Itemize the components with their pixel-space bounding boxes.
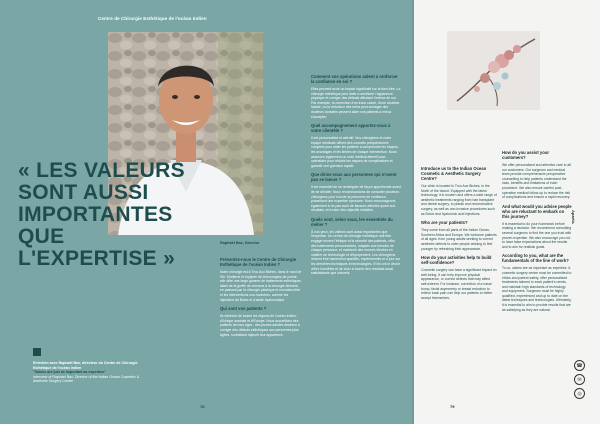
answer-text: Il est personnalisé et attentif. Nos chirurgiens et notre équipe médicale offrent des conseils préopératoires complets pour aider les patients à comprendre les risques, les avantages et les limites de chaque intervention. Nous assurons également un suivi médical attentif post-opératoire pour réduire les risques de complications et garantir une guérison rapide.	[311, 136, 399, 168]
answer-text: Ils viennent de toutes les régions de l'océan Indien, d'Afrique australe et d'Europe. Nous accueillons des patients de tous âges : des jeunes adultes désireux à corriger des défauts esthétiques aux personnes plus âgées, souhaitant rajeunir leur apparence.	[220, 314, 300, 337]
right-column-left	[421, 162, 497, 303]
page-kicker: Centre de Chirurgie Esthétique de l'océan Indien	[98, 16, 207, 21]
left-footer	[33, 361, 143, 384]
answer-text: We offer personalised and attentive care to all our customers. Our surgeons and medical team provide comprehensive preoperative counselling to help patients understand the risks, benefits and limitations of each procedure. We also ensure careful post-operative medical follow-up to reduce the risk of complications and ensure a rapid recovery.	[502, 163, 571, 200]
answer-text: To us, values are as important as expertise. A cosmetic surgery centre must be committed to ethics and patient safety, offer personalised treatments tailored to each patient's needs, and maintain high standards of technology and equipment. Surgeons must be highly qualified, experienced and up to date on the latest techniques and technologies. Ultimately, it is essential to aim to provide results that are as satisfying as they are natural.	[502, 266, 572, 312]
left-column-mid	[220, 253, 302, 340]
footer-quote: "Values are just as important as expertise"	[33, 370, 106, 375]
question-heading: Introduce us to the Indian Ocean Cosmetic & Aesthetic Surgery Centre?	[421, 166, 487, 181]
question-heading: Présentez-nous le Centre de Chirurgie Esthétique de l'océan Indien ?	[220, 257, 297, 267]
footer-subtitle: Interview of Raphael Bax, Director of the Indian Ocean Cosmetic & Aesthetic Surgery Centre	[33, 374, 140, 384]
answer-text: À nos yeux, les valeurs sont aussi importantes que l'expertise. Un centre de chirurgie esthétique doit être engagé envers l'éthique et la sécurité des patients, offrir des traitements personnalisés, adaptés aux besoins de chaque personne, et maintenir des normes élevées en matière de technologie et d'équipement. Les chirurgiens doivent être hautement qualifiés, expérimentés et à jour sur les dernières techniques et technologies. Et ils ont le devoir d'être honnêtes et de viser à fournir des résultats aussi satisfaisants que naturels.	[311, 229, 401, 276]
pull-quote: « LES VALEURS SONT AUSSI IMPORTANTES QUE L'EXPERTISE »	[18, 159, 185, 270]
footer-title: Entretien avec Raphaël Bax, directeur du Centre de Chirurgie Esthétique de l'océan Indien	[33, 361, 138, 370]
contact-icons	[574, 360, 592, 402]
question-heading: Que diriez-vous aux personnes qui n'osent pas se lancer ?	[311, 172, 397, 183]
left-column-right	[311, 70, 401, 279]
right-column-right	[502, 146, 572, 315]
answer-text: Our clinic is located in Trou Aux Biches, in the North of the Island. Equipped with the latest technology, it is modern and offers a wide range of aesthetic treatments ranging from hair transplant and dental surgery, to plastic and reconstructive surgery, as well as non-invasive procedures such as Botox and hyaluronic acid injections.	[421, 184, 497, 216]
page-number-right: 79	[450, 404, 455, 409]
photo-caption: Raphaël Bax, Director	[220, 241, 260, 245]
question-heading: Comment vos opérations aident à renforcer la confiance en soi ?	[311, 74, 398, 84]
answer-text: Notre chirurgie est à Trou Aux Biches, dans le nord de l'île. Moderne et équipée de technologies de pointe, elle offre une large gamme de traitements esthétiques allant de la greffe de cheveux à la chirurgie dentaire, en passant par la chirurgie plastique et reconstructive et les interventions non-invasives, comme les injections de Botox et d'acide hyaluronique.	[220, 270, 302, 302]
web-icon: ◎	[574, 388, 585, 399]
answer-text: They come from all parts of the Indian Ocean, Southern Africa and Europe. We welcome patients of all ages: from young adults seeking to correct aesthetic defects to older people wishing to feel younger by refreshing their appearance.	[421, 228, 497, 251]
answer-text: Il est essentiel de se renseigner de façon approfondie avant de se décider. Nous recommandons de consulter plusieurs chirurgiens pour trouver la personne de confiance, possédant une expertise éprouvée. Nous encourageons également à ne pas avoir de fausses attentes quant aux résultats, et à viser des objectifs réalistes.	[311, 185, 401, 213]
page-number-left: 78	[200, 404, 205, 409]
question-heading: Qui sont vos patients ?	[220, 306, 267, 312]
flower-photo	[447, 31, 540, 110]
question-heading: Quel accompagnement apportez-vous à votre clientèle ?	[311, 123, 391, 134]
question-heading: According to you, what are the fundamentals of the line of work?	[502, 253, 569, 264]
email-icon: ✉	[574, 374, 585, 385]
answer-text: Elles peuvent avoir un impact significatif sur la bien-être. La chirurgie esthétique peut aider à améliorer l'apparence physique et corriger des défauts affectant l'estime de soi. Par exemple, la correction d'un tronc cassé, d'une cicatrice faciale, ou la réduction des seins peut soulager des douleurs dorsales peuvent aider nos patients à mieux s'accepter.	[311, 87, 401, 119]
answer-text: Cosmetic surgery can have a significant impact on well-being. It can help improve physical appearance, or correct defects that may affect self-esteem. For instance, correction of a nasal bump, facial asymmetry or breast reduction to relieve back pain can help our patients to better accept themselves.	[421, 268, 497, 300]
phone-icon: ☎	[574, 360, 585, 371]
question-heading: How do your activities help to build self-confidence?	[421, 255, 492, 266]
question-heading: Quels sont, selon vous, les essentiels du métier ?	[311, 216, 393, 227]
question-heading: How do you assist your customers?	[502, 150, 550, 160]
answer-text: It is essential to do your homework before making a decision. We recommend consulting several surgeons to find the one you trust with proven expertise. We also encourage you not to have false expectations about the results and to aim for realistic goals.	[502, 221, 572, 249]
blossom-illustration	[447, 31, 540, 110]
question-heading: Who are your patients?	[421, 220, 468, 226]
question-heading: And what would you advise people who are reluctant to embark on this journey?	[502, 203, 572, 219]
accent-square	[33, 348, 41, 356]
section-side-label: Apartis	[571, 210, 576, 224]
